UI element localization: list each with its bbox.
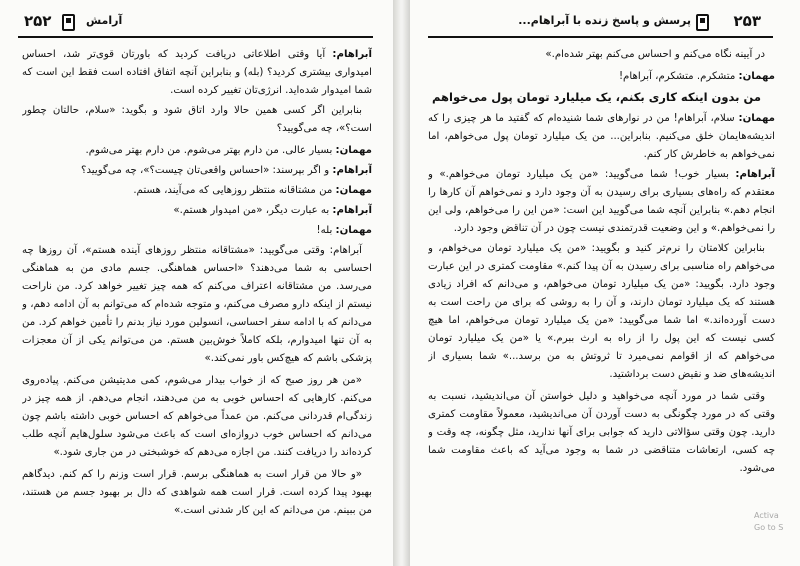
paragraph [22, 46, 372, 100]
paragraph [428, 110, 775, 164]
speaker-label: مهمان: [335, 145, 372, 156]
paragraph-text: بنابراین اگر کسی همین حالا وارد اتاق شود و بگوید: «سلام، حالتان چطور است؟»، چه می‌گویید؟ [22, 105, 372, 134]
speaker-label: مهمان: [738, 113, 775, 124]
header-ornament-icon [62, 14, 75, 31]
watermark-line: Activa [754, 511, 779, 520]
paragraph [22, 372, 372, 462]
speaker-label: آبراهام: [332, 49, 372, 60]
paragraph-text: بسیار خوب! شما می‌گویید: «من یک میلیارد تومان می‌خواهم.» و معتقدم که راه‌های بسیاری برای رسیدن به آن وجود دارد و نمی‌خواهم آن کارها را انجام دهم.» بنابراین آنچه شما می‌گویید این است: «من این را می‌خواهم، ولی این را نمی‌خواهم.» و این وضعیت قدرتمندی نیست چون در آن تناقض وجود دارد. [428, 169, 775, 234]
paragraph-text: در آیینه نگاه می‌کنم و احساس می‌کنم بهتر شده‌ام.» [545, 49, 765, 60]
watermark-line: Go to S [754, 523, 784, 532]
paragraph [428, 68, 775, 86]
left-page [0, 0, 393, 566]
speaker-label: آبراهام: [332, 205, 372, 216]
paragraph [22, 242, 372, 368]
section-title: من بدون اینکه کاری بکنم، یک میلیارد تومان پول می‌خواهم [432, 90, 761, 104]
paragraph-text: «من هر روز صبح که از خواب بیدار می‌شوم، کمی مدیتیشن می‌کنم. پیاده‌روی می‌کنم. کارهایی که احساس خوبی به من می‌دهند، انجام می‌دهم. از همه چیز در زندگی‌ام قدردانی می‌کنم. من عمداً می‌خواهم که احساس خوبی داشته باشم چون می‌دانم که احساس خوب دروازه‌ای است که باعث می‌شود سلول‌هایم آنچه طلب کرده‌اند را دریافت کنند. من اجازه می‌دهم که خوشبختی در من جاری شود.» [22, 375, 372, 458]
paragraph-text: و اگر بپرسند: «احساس واقعی‌تان چیست؟»، چه می‌گویید؟ [81, 165, 333, 176]
paragraph [22, 222, 372, 240]
paragraph-text: من مشتاقانه منتظر روزهایی که می‌آیند، هستم. [133, 185, 336, 196]
left-page-running-title: آرامش [86, 14, 123, 27]
speaker-label: مهمان: [335, 185, 372, 196]
left-page-header [18, 12, 373, 38]
speaker-label: آبراهام: [735, 169, 775, 180]
header-ornament-icon [696, 14, 709, 31]
paragraph-text: وقتی شما در مورد آنچه می‌خواهید و دلیل خواستن آن می‌اندیشید، نسبت به وقتی که در مورد چگونگی به دست آوردن آن می‌اندیشید، معمولاً مقاومت کمتری دارید. چون وقتی سؤالاتی دارید که جوابی برای آنها ندارید، مثل چگونه، چه وقت و چه کسی، ارتعاشات متناقضی در شما به وجود می‌آید که باعث مقاومت شما می‌شود. [428, 391, 775, 474]
paragraph-text: «و حالا من قرار است به هماهنگی برسم. قرار است وزنم را کم کنم. دیدگاهم بهبود پیدا کرده است. قرار است همه شواهدی که دال بر بهبود جسم من هستند، من ببینم. من می‌دانم که این کار شدنی است.» [22, 469, 372, 516]
paragraph-text: بسیار عالی. من دارم بهتر می‌شوم. من دارم بهتر می‌شوم. [85, 145, 336, 156]
paragraph-text: سلام، آبراهام! من در نوارهای شما شنیده‌ام که گفتید ما هر چیزی را که اندیشه‌هایمان خلق می‌کنیم. بنابراین... من یک میلیارد تومان پول می‌خواهم، اما نمی‌خواهم به خاطرش کار کنم. [428, 113, 775, 160]
paragraph [428, 388, 775, 478]
right-page-body [428, 46, 775, 562]
paragraph [428, 46, 775, 64]
paragraph [22, 102, 372, 138]
paragraph-text: متشکرم. متشکرم، آبراهام! [618, 71, 739, 82]
speaker-label: آبراهام: [332, 165, 372, 176]
paragraph [22, 202, 372, 220]
paragraph [22, 142, 372, 160]
book-gutter [393, 0, 410, 566]
right-page [410, 0, 800, 566]
paragraph [428, 166, 775, 238]
right-page-header [428, 12, 773, 38]
paragraph-text: آیا وقتی اطلاعاتی دریافت کردید که باورتان قوی‌تر شد، احساس امیدواری بیشتری کردید؟ (بله) و بنابراین آنچه اتفاق افتاده است فقط این است که شما امیدوار شده‌اید. انرژی‌تان تغییر کرده است. [22, 49, 372, 96]
right-page-running-title: پرسش و پاسخ زنده با آبراهام... [518, 14, 691, 27]
paragraph [22, 162, 372, 180]
left-page-number: ۲۵۲ [24, 12, 52, 30]
paragraph [22, 182, 372, 200]
speaker-label: مهمان: [738, 71, 775, 82]
paragraph-text: بله! [316, 225, 336, 236]
paragraph [22, 466, 372, 520]
speaker-label: مهمان: [335, 225, 372, 236]
paragraph-text: بنابراین کلامتان را نرم‌تر کنید و بگویید: «من یک میلیارد تومان می‌خواهم، و می‌خواهم راه مناسبی برای رسیدن به آن پیدا کنم.» مقاومت کمتری در این عبارت وجود دارد. بگویید: «من یک میلیارد تومان می‌خواهم، و می‌دانم که افراد زیادی هستند که یک میلیارد تومان دارند، و آن را به روشی که برای من راحت است به دست آورده‌اند.» اما شما می‌گویید: «من یک میلیارد تومان می‌خواهم، اما هیچ کسی نیست که این پول را از راه به ارث ببرم.» یا «من یک میلیارد تومان می‌خواهم که از اقوامم نمی‌میرد تا ثروتش به من برسد...» شما بسیاری از اندیشه‌های ضد و نقیض دست برداشتید. [428, 243, 775, 380]
paragraph-text: به عبارت دیگر، «من امیدوار هستم.» [173, 205, 333, 216]
left-page-body [22, 46, 372, 562]
windows-activation-watermark [754, 510, 798, 534]
paragraph [428, 240, 775, 384]
right-page-number: ۲۵۳ [733, 12, 761, 30]
paragraph-text: آبراهام: وقتی می‌گویید: «مشتاقانه منتظر روزهای آینده هستم»، آن روزها چه احساسی به شما می‌دهند؟ «احساس هماهنگی. جسم مادی من به هماهنگی می‌رسد. من مشتاقانه اعتراف می‌کنم که همه چیز تغییر خواهد کرد. من ناراحت نیستم از اینکه دارو مصرف می‌کنم، و متوجه شده‌ام که می‌توانم به آن ادامه دهم، و می‌دانم که با ادامه سفر احساسی، انسولین مورد نیاز بدنم را تأمین خواهم کرد. من به آن تنها امیدوارم، بلکه کاملاً خوش‌بین هستم. من می‌توانم یکی از آن معجزات پزشکی باشم که هیچ‌کس باور نمی‌کند.» [22, 245, 372, 364]
